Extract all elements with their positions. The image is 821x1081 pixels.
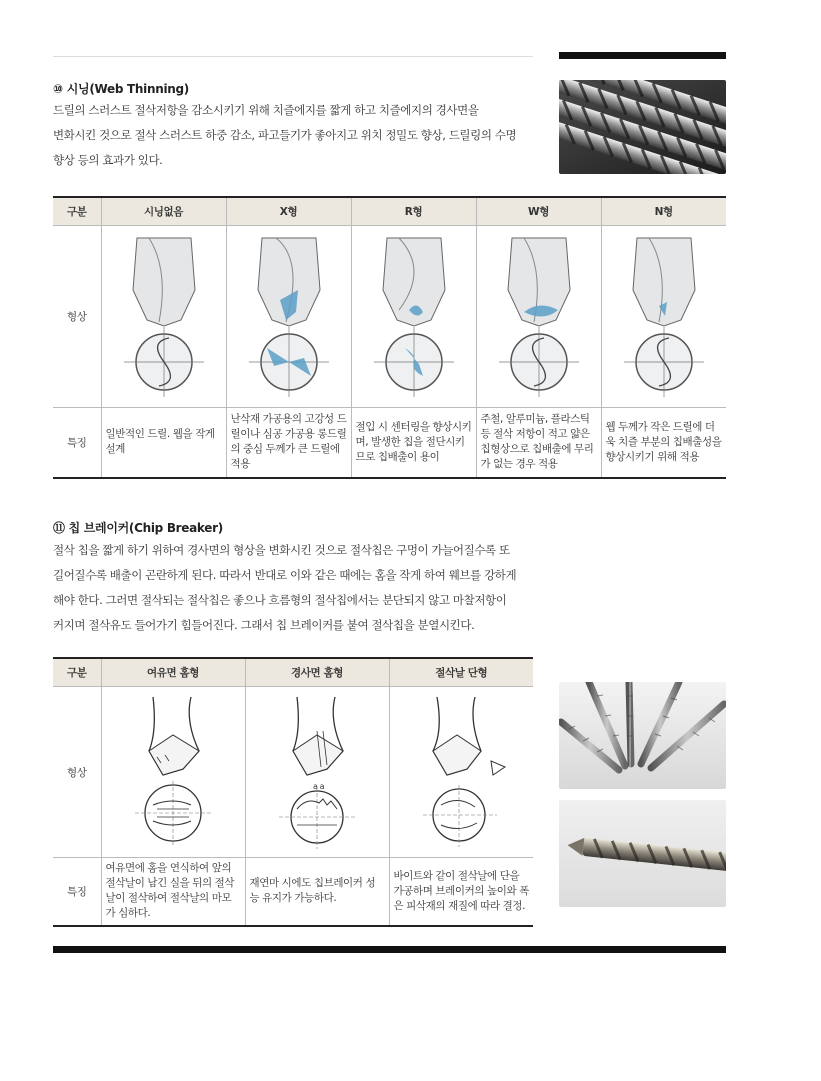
section-10-title: ⑩ 시닝(Web Thinning) <box>53 82 189 96</box>
header-cell: 여유면 홈형 <box>101 658 245 687</box>
header-cell: 시닝없음 <box>101 197 226 226</box>
chip-breaker-figure-rake-groove <box>245 687 389 858</box>
single-drill-photo <box>559 800 726 907</box>
drill-fan-photo <box>559 682 726 789</box>
bottom-accent-bar <box>53 946 726 953</box>
paragraph-line: 해야 한다. 그러면 절삭되는 절삭칩은 좋으나 흐름형의 절삭칩에서는 분단되지 않고 마찰저항이 <box>53 593 507 607</box>
section-11-body <box>53 538 543 638</box>
feature-cell: 절입 시 센터링을 향상시키며, 발생한 칩을 절단시키므로 칩배출이 용이 <box>351 408 476 478</box>
paragraph-line: 길어질수록 배출이 곤란하게 된다. 따라서 반대로 이와 같은 때에는 홈을 작게 하여 웨브를 강하게 <box>53 568 517 582</box>
header-cell: W형 <box>476 197 601 226</box>
chip-breaker-figure-flank-groove <box>101 687 245 858</box>
drill-figure-n <box>601 226 726 408</box>
header-cell: 구분 <box>53 197 101 226</box>
feature-cell: 바이트와 같이 절삭날에 단을 가공하며 브레이커의 높이와 폭은 피삭재의 재질에 따라 결정. <box>389 858 533 926</box>
drill-figure-w <box>476 226 601 408</box>
top-divider <box>53 56 533 57</box>
drill-figure-none <box>101 226 226 408</box>
feature-cell: 웹 두께가 작은 드릴에 더욱 치즐 부분의 칩배출성을 향상시키기 위해 적용 <box>601 408 726 478</box>
feature-cell: 여유면에 홈을 연식하여 앞의 절삭날이 남긴 실을 뒤의 절삭날이 절삭하여 절삭날의 마모가 심하다. <box>101 858 245 926</box>
paragraph-line: 드릴의 스러스트 절삭저항을 감소시키기 위해 치즐에지를 짧게 하고 치즐에지의 경사면을 <box>53 103 479 117</box>
header-cell: 절삭날 단형 <box>389 658 533 687</box>
header-cell: 경사면 홈형 <box>245 658 389 687</box>
paragraph-line: 커지며 절삭유도 들어가기 힘들어진다. 그래서 칩 브레이커를 붙여 절삭칩을 분열시킨다. <box>53 618 475 632</box>
paragraph-line: 변화시킨 것으로 절삭 스러스트 하중 감소, 파고들기가 좋아지고 위치 정밀도 향상, 드릴링의 수명 <box>53 128 517 142</box>
section-11-title: ⑪ 칩 브레이커(Chip Breaker) <box>53 521 223 535</box>
header-cell: N형 <box>601 197 726 226</box>
table-header-row <box>53 658 533 687</box>
feature-cell: 재연마 시에도 칩브레이커 성능 유지가 가능하다. <box>245 858 389 926</box>
header-cell: 구분 <box>53 658 101 687</box>
paragraph-line: 절삭 칩을 짧게 하기 위하여 경사면의 형상을 변화시킨 것으로 절삭칩은 구멍이 가늘어질수록 또 <box>53 543 510 557</box>
feature-cell: 일반적인 드릴. 웹을 작게 설계 <box>101 408 226 478</box>
table-header-row <box>53 197 726 226</box>
header-cell: X형 <box>226 197 351 226</box>
drill-figure-r <box>351 226 476 408</box>
feature-cell: 난삭재 가공용의 고강성 드릴이나 심공 가공용 롱드릴의 중심 두께가 큰 드릴에 적용 <box>226 408 351 478</box>
row-label: 특징 <box>53 408 101 478</box>
paragraph-line: 향상 등의 효과가 있다. <box>53 153 163 167</box>
drill-figure-x <box>226 226 351 408</box>
feature-row <box>53 408 726 478</box>
chip-breaker-table <box>53 657 533 927</box>
shape-row <box>53 687 533 858</box>
drill-bits-photo <box>559 80 726 174</box>
header-cell: R형 <box>351 197 476 226</box>
row-label: 형상 <box>53 226 101 408</box>
feature-cell: 주철, 알루미늄, 플라스틱 등 절삭 저항이 적고 얇은 칩형상으로 칩배출에 무리가 없는 경우 적용 <box>476 408 601 478</box>
row-label: 형상 <box>53 687 101 858</box>
chip-breaker-figure-cutting-step <box>389 687 533 858</box>
web-thinning-table <box>53 196 726 479</box>
section-10-body <box>53 98 543 173</box>
svg-text:a a: a a <box>313 781 325 791</box>
feature-row <box>53 858 533 926</box>
row-label: 특징 <box>53 858 101 926</box>
top-accent-bar <box>559 52 726 59</box>
shape-row <box>53 226 726 408</box>
